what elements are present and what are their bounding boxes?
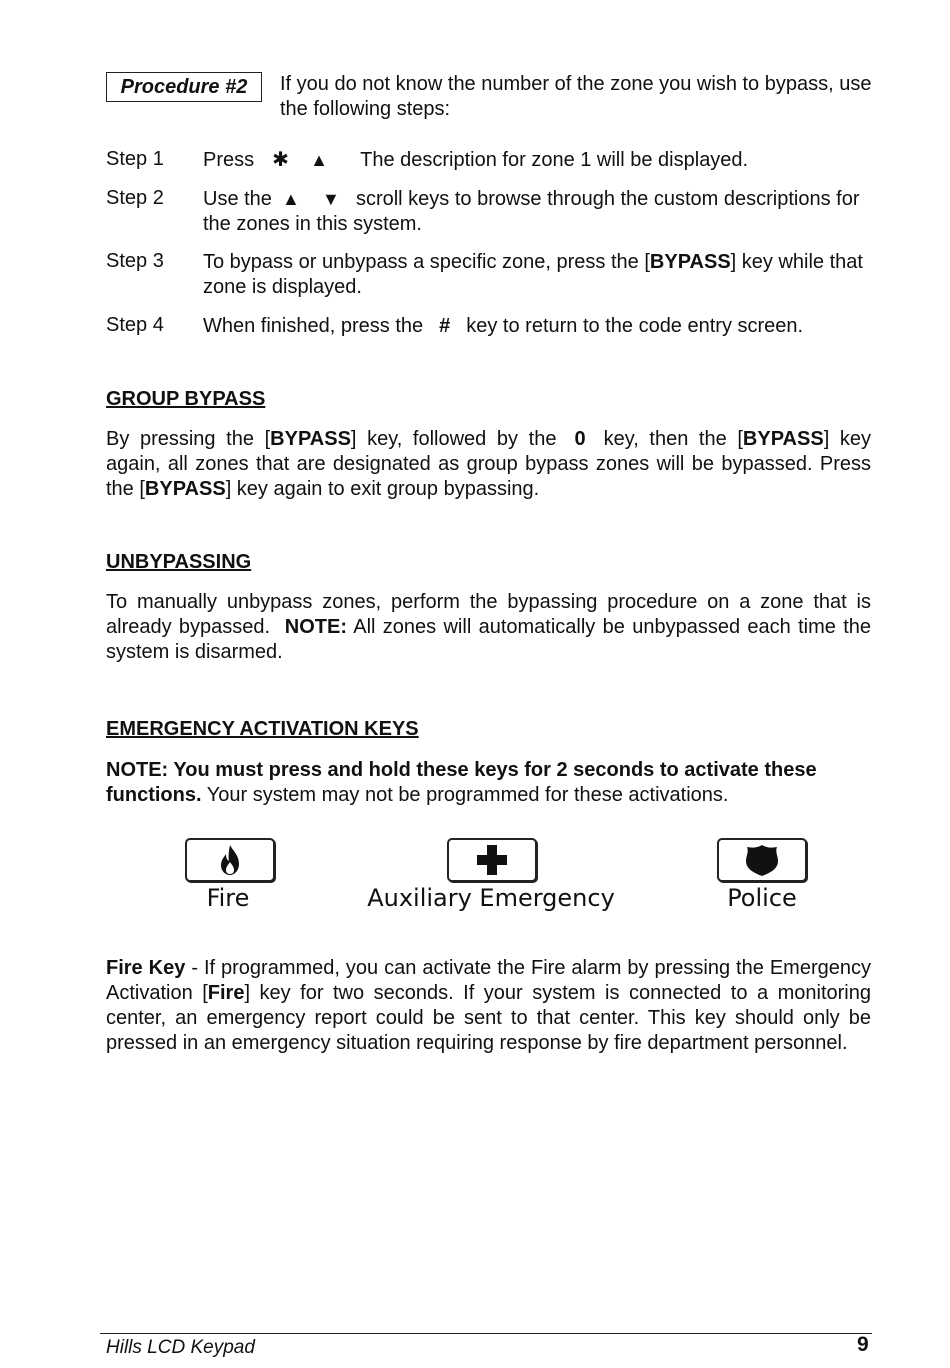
auxiliary-key-button bbox=[447, 838, 537, 882]
unbypassing-paragraph: To manually unbypass zones, perform the bypassing procedure on a zone that is already bypassed. NOTE: All zones will automatically be unbypassed each time the system is disarmed. bbox=[106, 591, 872, 663]
up-arrow-icon: ▲ bbox=[310, 150, 328, 170]
step-2-label: Step 2 bbox=[106, 187, 164, 209]
zero-key-label: 0 bbox=[574, 428, 586, 450]
unbypassing-heading: UNBYPASSING bbox=[106, 551, 252, 573]
procedure-label: Procedure #2 bbox=[106, 72, 262, 102]
star-key-icon: ✱ bbox=[272, 149, 289, 171]
step-1-label: Step 1 bbox=[106, 148, 164, 170]
police-key-label: Police bbox=[727, 884, 797, 912]
fire-key-button bbox=[185, 838, 275, 882]
badge-icon bbox=[744, 843, 780, 877]
up-arrow-icon: ▲ bbox=[281, 189, 300, 209]
procedure-intro: If you do not know the number of the zone you wish to bypass, use the following steps: bbox=[280, 73, 872, 120]
footer-title: Hills LCD Keypad bbox=[106, 1337, 255, 1358]
police-key-button bbox=[717, 838, 807, 882]
step-3-text: To bypass or unbypass a specific zone, press the [BYPASS] key while that zone is displayed. bbox=[203, 251, 863, 298]
cross-icon bbox=[475, 843, 509, 877]
step-4-text: When finished, press the # key to return to the code entry screen. bbox=[203, 315, 804, 337]
emergency-heading: EMERGENCY ACTIVATION KEYS bbox=[106, 718, 419, 740]
auxiliary-key-label: Auxiliary Emergency bbox=[367, 884, 615, 912]
page-number: 9 bbox=[857, 1333, 869, 1356]
step-3-label: Step 3 bbox=[106, 250, 164, 272]
step-2-text: Use the ▲ ▼ scroll keys to browse through the custom descriptions for the zones in this system. bbox=[203, 188, 860, 235]
footer-divider bbox=[100, 1333, 872, 1334]
emergency-note: NOTE: You must press and hold these keys for 2 seconds to activate these functions. Your system may not be programmed for these activations. bbox=[106, 759, 817, 806]
group-bypass-heading: GROUP BYPASS bbox=[106, 388, 266, 410]
step-1-text: Press ✱ ▲ The description for zone 1 will be displayed. bbox=[203, 149, 749, 171]
step-4-label: Step 4 bbox=[106, 314, 164, 336]
down-arrow-icon: ▼ bbox=[321, 189, 340, 209]
flame-icon bbox=[215, 844, 245, 876]
hash-key-icon: # bbox=[439, 315, 451, 337]
group-bypass-paragraph: By pressing the [BYPASS] key, followed by the 0 key, then the [BYPASS] key again, all zones that are designated as group bypass zones will be bypassed. Press the [BYPASS] key again to exit group bypassing. bbox=[106, 428, 871, 500]
fire-key-paragraph: Fire Key - If programmed, you can activate the Fire alarm by pressing the Emergency Activation [Fire] key for two seconds. If your system is connected to a monitoring center, an emergency report could be sent to that center. This key should only be pressed in an emergency situation requiring response by fire department personnel. bbox=[106, 957, 871, 1054]
fire-key-label: Fire bbox=[206, 884, 250, 912]
